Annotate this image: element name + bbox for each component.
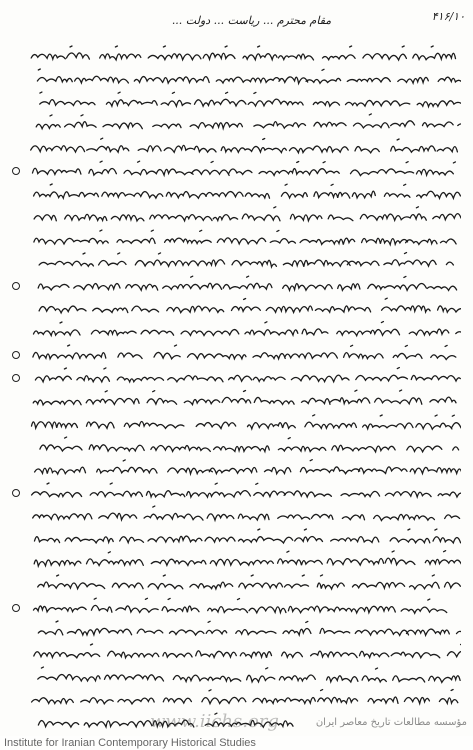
handwriting-line [10,205,461,228]
handwriting-stroke [35,460,461,474]
handwriting-line [10,573,461,596]
handwriting-line [10,366,461,389]
handwriting-stroke [38,667,460,682]
handwriting-stroke [40,92,461,107]
folio-number: ۴۱۶/۱۰ [431,10,465,23]
margin-circle-mark [12,167,20,175]
handwriting-stroke [35,368,460,382]
handwriting-line [10,688,461,711]
watermark-logo-text: مؤسسه مطالعات تاریخ معاصر ایران [315,717,467,728]
letter-heading: مقام محترم ... ریاست ... دولت ... [171,14,332,27]
handwriting-body [10,44,461,734]
handwriting-stroke [40,437,459,452]
handwriting-stroke [34,184,461,198]
handwriting-line [10,642,461,665]
handwriting-line [10,458,461,481]
margin-circle-mark [12,489,20,497]
handwriting-stroke [34,207,461,221]
handwriting-line [10,113,461,136]
handwriting-stroke [31,46,455,60]
handwriting-stroke [39,253,453,267]
handwriting-stroke [34,644,461,658]
margin-circle-mark [12,351,20,359]
handwriting-line [10,619,461,642]
handwriting-line [10,389,461,412]
handwriting-stroke [33,345,456,360]
handwriting-stroke [38,575,461,589]
handwriting-stroke [34,322,462,336]
handwriting-line [10,435,461,458]
handwriting-stroke [34,551,461,566]
handwriting-line [10,159,461,182]
handwriting-line [10,504,461,527]
handwriting-stroke [33,506,460,520]
handwriting-line [10,527,461,550]
handwriting-line [10,343,461,366]
handwriting-line [10,136,461,159]
handwriting-line [10,596,461,619]
handwriting-stroke [38,276,456,290]
handwriting-stroke [37,69,461,83]
watermark-url: www.iichs.org [150,711,279,732]
handwriting-stroke [31,138,458,153]
handwriting-stroke [36,114,461,129]
handwriting-line [10,274,461,297]
handwriting-stroke [32,415,462,429]
handwriting-line [10,665,461,688]
handwriting-stroke [38,621,461,635]
watermark-institute: Institute for Iranian Contemporary Historical Studies [0,736,473,750]
handwriting-line [10,550,461,573]
handwriting-line [10,67,461,90]
margin-circle-mark [12,282,20,290]
handwriting-stroke [32,483,461,497]
handwriting-stroke [39,298,461,313]
handwriting-stroke [32,690,458,704]
margin-circle-mark [12,374,20,382]
handwriting-line [10,228,461,251]
handwriting-stroke [34,598,447,613]
handwriting-line [10,481,461,504]
handwriting-stroke [34,230,456,245]
handwriting-stroke [33,390,456,405]
handwriting-line [10,90,461,113]
handwriting-line [10,320,461,343]
handwriting-line [10,297,461,320]
handwriting-stroke [33,161,456,175]
handwriting-line [10,251,461,274]
handwriting-line [10,412,461,435]
handwriting-line [10,182,461,205]
margin-circle-mark [12,604,20,612]
handwriting-stroke [35,529,461,543]
handwriting-line [10,44,461,67]
